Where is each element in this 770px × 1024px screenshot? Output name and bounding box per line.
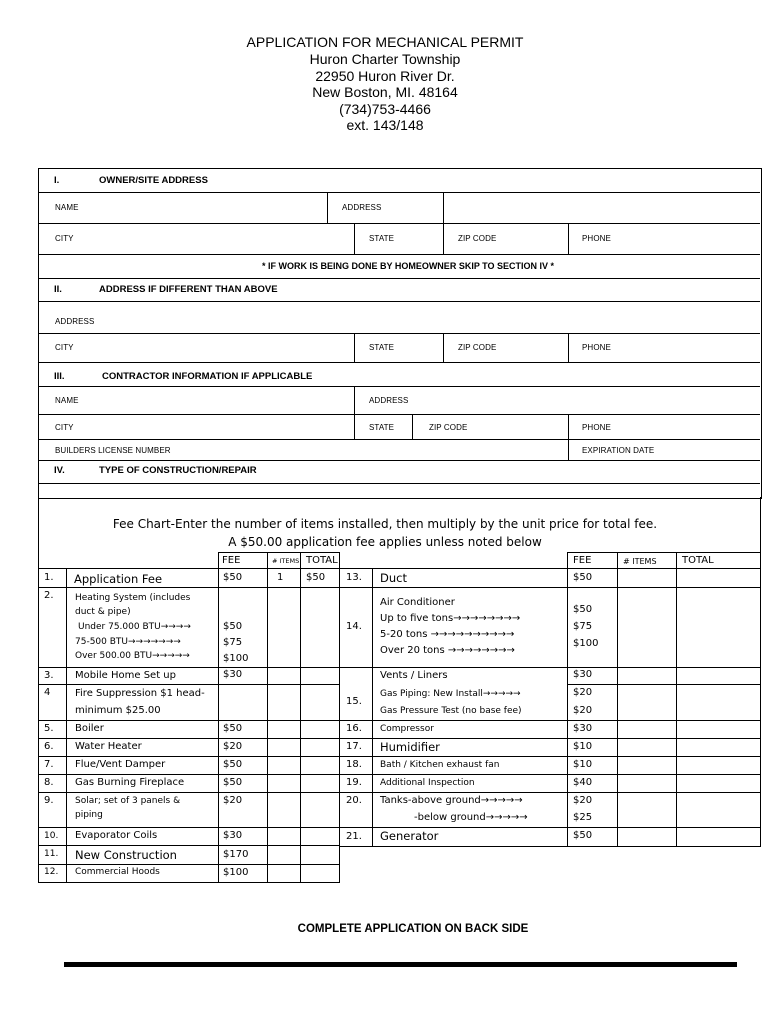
water-heater-label: Water Heater — [75, 741, 142, 752]
compressor-label: Compressor — [380, 724, 434, 734]
owner-state-field[interactable] — [356, 224, 442, 253]
boiler-fee: $50 — [223, 723, 243, 734]
application-fee-items: 1 — [277, 572, 284, 583]
mobile-home-fee: $30 — [223, 669, 243, 680]
gas-piping-label: Gas Piping: New Install→→→→→ — [380, 689, 521, 699]
tanks-above-ground-label: Tanks-above ground→→→→→ — [380, 795, 523, 806]
application-fee-note: A $50.00 application fee applies unless noted below — [228, 535, 542, 549]
water-heater-fee: $20 — [223, 741, 243, 752]
footer-note: COMPLETE APPLICATION ON BACK SIDE — [297, 923, 529, 935]
generator-fee: $50 — [573, 830, 593, 841]
owner-name-field[interactable] — [40, 193, 326, 222]
alt-city-field[interactable] — [40, 334, 353, 361]
alt-phone-label: PHONE — [582, 343, 611, 352]
row-number: 4 — [44, 687, 51, 698]
new-construction-fee: $170 — [223, 849, 249, 860]
city-state-zip: New Boston, MI. 48164 — [312, 84, 458, 100]
homeowner-note: * IF WORK IS BEING DONE BY HOMEOWNER SKIP TO SECTION IV * — [261, 261, 555, 271]
total-input-cells-left[interactable] — [301, 588, 339, 882]
row-number: 3. — [44, 670, 54, 681]
owner-phone-label: PHONE — [582, 234, 611, 243]
fire-suppression-label: Fire Suppression $1 head- — [75, 688, 205, 699]
boiler-label: Boiler — [75, 723, 104, 734]
total-column-header: TOTAL — [306, 555, 338, 566]
footer-divider — [64, 962, 737, 967]
row-number: 2. — [44, 590, 54, 601]
form-title: APPLICATION FOR MECHANICAL PERMIT — [246, 34, 524, 50]
items-input-cells-left[interactable] — [268, 588, 299, 882]
section-2-number: II. — [54, 284, 62, 295]
heating-under-75000: Under 75.000 BTU→→→→ — [78, 622, 191, 632]
contractor-phone-label: PHONE — [582, 423, 611, 432]
section-1-title: OWNER/SITE ADDRESS — [99, 175, 208, 186]
contractor-zip-label: ZIP CODE — [429, 423, 468, 432]
phone-extension: ext. 143/148 — [346, 117, 424, 133]
contractor-address-field[interactable] — [356, 387, 759, 413]
row-number: 18. — [346, 759, 362, 770]
alt-address-label: ADDRESS — [55, 317, 95, 326]
contractor-state-label: STATE — [369, 423, 395, 432]
gas-pressure-test-fee: $20 — [573, 705, 593, 716]
row-number: 20. — [346, 795, 362, 806]
ac-over-20-tons: Over 20 tons →→→→→→→→ — [380, 645, 515, 656]
alt-state-field[interactable] — [356, 334, 442, 361]
application-fee-label: Application Fee — [74, 572, 163, 586]
section-4-number: IV. — [54, 465, 65, 476]
row-number: 14. — [346, 621, 362, 632]
ac-fee-3: $100 — [573, 638, 599, 649]
contractor-city-field[interactable] — [40, 415, 353, 438]
solar-fee: $20 — [223, 795, 243, 806]
evaporator-coils-label: Evaporator Coils — [75, 830, 158, 841]
owner-name-label: NAME — [55, 203, 79, 212]
contractor-state-field[interactable] — [356, 415, 411, 438]
items-input-cells-right[interactable] — [618, 569, 676, 846]
owner-state-label: STATE — [369, 234, 395, 243]
heating-system-label: Heating System (includes — [75, 593, 191, 603]
owner-city-field[interactable] — [40, 224, 353, 253]
fire-suppression-min: minimum $25.00 — [75, 705, 161, 716]
alt-state-label: STATE — [369, 343, 395, 352]
new-construction-label: New Construction — [75, 848, 177, 862]
contractor-city-label: CITY — [55, 423, 74, 432]
evaporator-coils-fee: $30 — [223, 830, 243, 841]
row-number: 15. — [346, 696, 362, 707]
heating-fee-1: $50 — [223, 621, 243, 632]
commercial-hoods-fee: $100 — [223, 867, 249, 878]
contractor-name-label: NAME — [55, 396, 79, 405]
items-column-header: # ITEMS — [272, 557, 300, 565]
heating-system-label-2: duct & pipe) — [75, 607, 131, 617]
vents-liners-label: Vents / Liners — [380, 670, 448, 681]
row-number: 8. — [44, 777, 54, 788]
alt-zip-label: ZIP CODE — [458, 343, 497, 352]
gas-fireplace-fee: $50 — [223, 777, 243, 788]
row-number: 13. — [346, 572, 362, 583]
air-conditioner-label: Air Conditioner — [380, 597, 455, 608]
application-fee-price: $50 — [223, 572, 243, 583]
row-number: 16. — [346, 723, 362, 734]
owner-phone-field[interactable] — [570, 224, 759, 253]
ac-up-to-five-tons: Up to five tons→→→→→→→→ — [380, 613, 521, 624]
row-number: 11. — [44, 849, 59, 859]
ac-fee-1: $50 — [573, 604, 593, 615]
alt-city-label: CITY — [55, 343, 74, 352]
application-fee-total: $50 — [306, 572, 326, 583]
expiration-date-field[interactable] — [570, 440, 759, 459]
owner-city-label: CITY — [55, 234, 74, 243]
heating-over-500: Over 500.00 BTU→→→→→ — [75, 651, 190, 661]
heating-fee-2: $75 — [223, 637, 243, 648]
owner-zip-field[interactable] — [445, 224, 567, 253]
commercial-hoods-label: Commercial Hoods — [75, 867, 160, 877]
row-number: 12. — [44, 867, 59, 877]
row-number: 5. — [44, 723, 54, 734]
section-3-title: CONTRACTOR INFORMATION IF APPLICABLE — [102, 371, 313, 382]
alt-phone-field[interactable] — [570, 334, 759, 361]
section-1-number: I. — [54, 175, 60, 186]
phone-number: (734)753-4466 — [339, 100, 431, 117]
section-3-number: III. — [54, 371, 65, 382]
row-number: 9. — [44, 795, 54, 806]
license-number-label: BUILDERS LICENSE NUMBER — [55, 446, 171, 455]
vents-liners-fee: $30 — [573, 669, 593, 680]
section-2-title: ADDRESS IF DIFFERENT THAN ABOVE — [99, 284, 278, 295]
solar-label-2: piping — [75, 810, 103, 820]
row-number: 17. — [346, 741, 362, 752]
row-number: 21. — [346, 831, 362, 842]
row-number: 19. — [346, 777, 362, 788]
contractor-phone-field[interactable] — [570, 415, 759, 438]
additional-inspection-label: Additional Inspection — [380, 778, 475, 788]
gas-fireplace-label: Gas Burning Fireplace — [75, 777, 185, 788]
alt-address-field[interactable] — [40, 302, 759, 332]
humidifier-label: Humidifier — [380, 740, 440, 754]
humidifier-fee: $10 — [573, 741, 593, 752]
tanks-above-fee: $20 — [573, 795, 593, 806]
row-number: 7. — [44, 759, 54, 770]
fee-column-header-right: FEE — [573, 555, 592, 566]
solar-label: Solar; set of 3 panels & — [75, 796, 181, 806]
row-number: 10. — [44, 831, 59, 841]
township-name: Huron Charter Township — [309, 51, 461, 67]
flue-vent-fee: $50 — [223, 759, 243, 770]
license-number-field[interactable] — [40, 440, 567, 459]
total-column-header-right: TOTAL — [682, 555, 714, 566]
total-input-cells-right[interactable] — [677, 569, 760, 846]
section-4-title: TYPE OF CONSTRUCTION/REPAIR — [99, 465, 257, 476]
heating-75-500: 75-500 BTU→→→→→→→ — [75, 637, 181, 647]
gas-piping-fee: $20 — [573, 687, 593, 698]
row-number: 1. — [44, 572, 54, 583]
ac-fee-2: $75 — [573, 621, 593, 632]
expiration-date-label: EXPIRATION DATE — [582, 446, 655, 455]
flue-vent-label: Flue/Vent Damper — [75, 759, 166, 770]
ac-5-20-tons: 5-20 tons →→→→→→→→→→ — [380, 629, 515, 640]
additional-inspection-fee: $40 — [573, 777, 593, 788]
tanks-below-fee: $25 — [573, 812, 593, 823]
fee-column-header: FEE — [222, 555, 241, 566]
owner-address-field[interactable] — [329, 193, 759, 222]
heating-fee-3: $100 — [223, 653, 249, 664]
tanks-below-ground-label: -below ground→→→→→ — [414, 812, 528, 823]
street-address: 22950 Huron River Dr. — [315, 67, 455, 84]
owner-address-label: ADDRESS — [342, 203, 382, 212]
mobile-home-label: Mobile Home Set up — [75, 670, 176, 681]
items-column-header-right: # ITEMS — [623, 557, 657, 566]
fee-chart-instructions: Fee Chart-Enter the number of items installed, then multiply by the unit price for total fee. — [112, 517, 658, 531]
exhaust-fan-label: Bath / Kitchen exhaust fan — [380, 760, 500, 770]
generator-label: Generator — [380, 829, 439, 843]
duct-fee: $50 — [573, 572, 593, 583]
construction-type-field[interactable] — [40, 484, 759, 496]
contractor-name-field[interactable] — [40, 387, 353, 413]
contractor-zip-field[interactable] — [414, 415, 567, 438]
exhaust-fan-fee: $10 — [573, 759, 593, 770]
row-number: 6. — [44, 741, 54, 752]
duct-label: Duct — [380, 571, 407, 585]
alt-zip-field[interactable] — [445, 334, 567, 361]
compressor-fee: $30 — [573, 723, 593, 734]
owner-zip-label: ZIP CODE — [458, 234, 497, 243]
contractor-address-label: ADDRESS — [369, 396, 409, 405]
gas-pressure-test-label: Gas Pressure Test (no base fee) — [380, 706, 522, 716]
